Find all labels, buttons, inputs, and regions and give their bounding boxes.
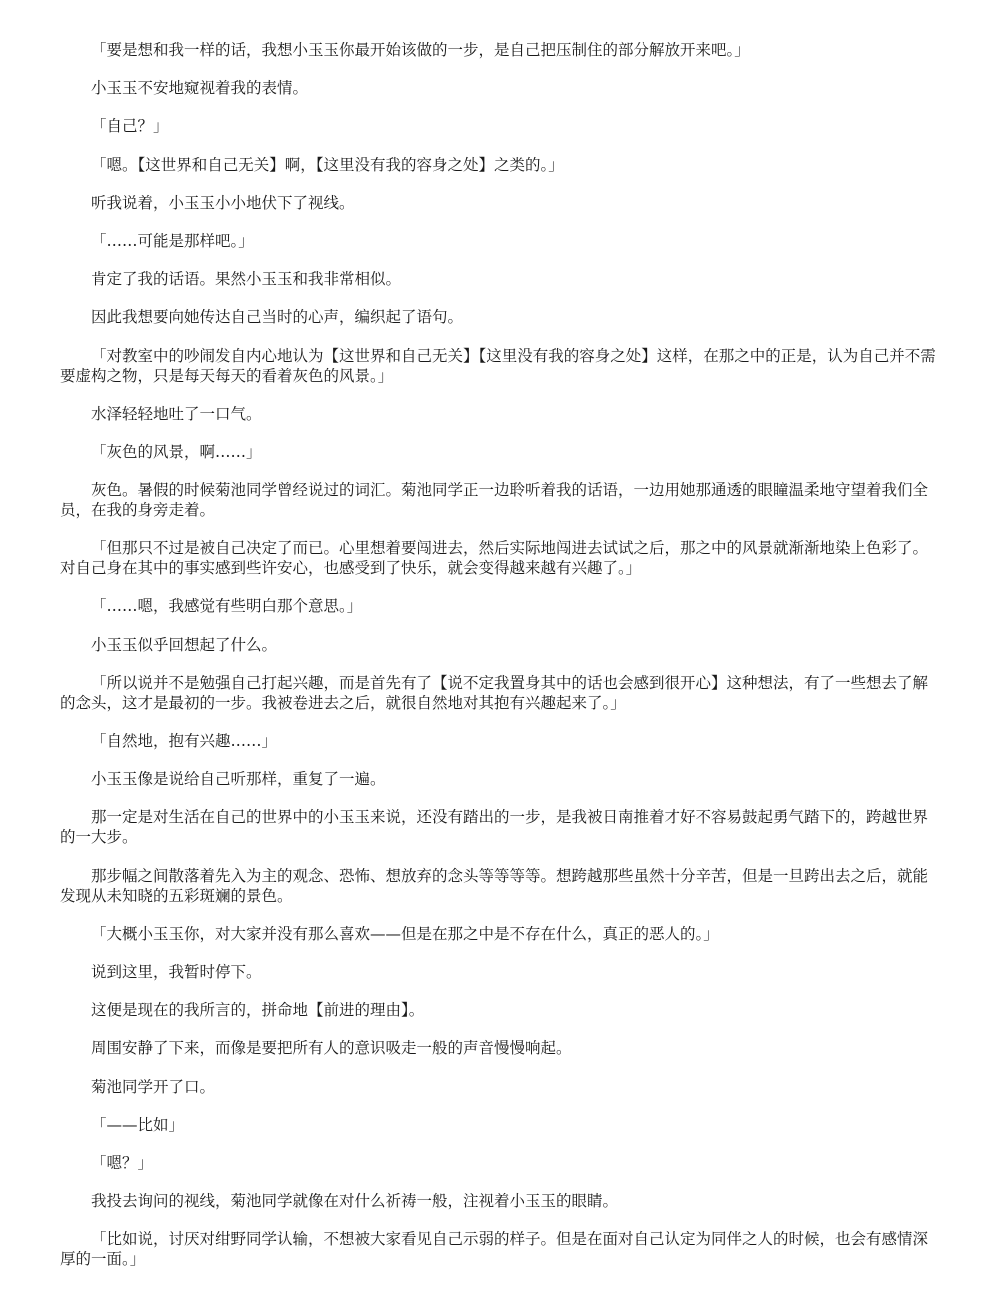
paragraph: 我投去询问的视线，菊池同学就像在对什么祈祷一般，注视着小玉玉的眼睛。 <box>91 1192 619 1211</box>
paragraph: 因此我想要向她传达自己当时的心声，编织起了语句。 <box>91 308 464 327</box>
document-page <box>60 40 940 1287</box>
paragraph: 「自然地，抱有兴趣……」 <box>91 732 278 750</box>
paragraph: 那一定是对生活在自己的世界中的小玉玉来说，还没有踏出的一步，是我被日南推着才好不容易鼓起勇气踏下的，跨越世界的一大步。 <box>60 808 929 847</box>
paragraph: 「大概小玉玉你，对大家并没有那么喜欢——但是在那之中是不存在什么，真正的恶人的。」 <box>91 924 719 943</box>
paragraph: 「灰色的风景，啊……」 <box>91 442 262 461</box>
paragraph: 「……可能是那样吧。」 <box>91 231 254 250</box>
paragraph: 肯定了我的话语。果然小玉玉和我非常相似。 <box>91 270 402 289</box>
paragraph: 「但那只不过是被自己决定了而已。心里想着要闯进去，然后实际地闯进去试试之后，那之中的风景就渐渐地染上色彩了。对自己身在其中的事实感到些许安心，也感受到了快乐，就会变得越来越有兴趣了。」 <box>60 539 929 578</box>
paragraph: 「要是想和我一样的话，我想小玉玉你最开始该做的一步，是自己把压制住的部分解放开来吧。」 <box>91 41 750 59</box>
paragraph: 听我说着，小玉玉小小地伏下了视线。 <box>91 193 355 212</box>
paragraph: 说到这里，我暂时停下。 <box>91 962 262 981</box>
paragraph: 小玉玉像是说给自己听那样，重复了一遍。 <box>91 770 386 789</box>
paragraph: 那步幅之间散落着先入为主的观念、恐怖、想放弃的念头等等等等。想跨越那些虽然十分辛苦，但是一旦跨出去之后，就能发现从未知晓的五彩斑斓的景色。 <box>60 866 929 905</box>
paragraph: 水泽轻轻地吐了一口气。 <box>91 404 262 423</box>
paragraph: 「……嗯，我感觉有些明白那个意思。」 <box>91 597 363 616</box>
paragraph: 「嗯？」 <box>91 1153 154 1172</box>
paragraph: 「比如说，讨厌对绀野同学认输，不想被大家看见自己示弱的样子。但是在面对自己认定为同伴之人的时候，也会有感情深厚的一面。」 <box>60 1230 929 1269</box>
paragraph: 小玉玉不安地窥视着我的表情。 <box>91 79 309 98</box>
paragraph: 「自己？」 <box>91 117 169 136</box>
paragraph: 「——比如」 <box>91 1115 185 1134</box>
paragraph: 「所以说并不是勉强自己打起兴趣，而是首先有了【说不定我置身其中的话也会感到很开心】这种想法，有了一些想去了解的念头，这才是最初的一步。我被卷进去之后，就很自然地对其抱有兴趣起来了。」 <box>60 673 929 712</box>
paragraph: 「对教室中的吵闹发自内心地认为【这世界和自己无关】【这里没有我的容身之处】这样，在那之中的正是，认为自己并不需要虚构之物，只是每天每天的看着灰色的风景。」 <box>60 346 936 385</box>
paragraph: 这便是现在的我所言的，拼命地【前进的理由】。 <box>91 1001 425 1020</box>
paragraph: 周围安静了下来，而像是要把所有人的意识吸走一般的声音慢慢响起。 <box>91 1039 572 1058</box>
paragraph: 「嗯。【这世界和自己无关】啊，【这里没有我的容身之处】之类的。」 <box>91 155 564 174</box>
paragraph: 小玉玉似乎回想起了什么。 <box>91 635 278 654</box>
paragraph: 灰色。暑假的时候菊池同学曾经说过的词汇。菊池同学正一边聆听着我的话语，一边用她那通透的眼瞳温柔地守望着我们全员，在我的身旁走着。 <box>60 481 929 520</box>
paragraph: 菊池同学开了口。 <box>91 1077 216 1096</box>
